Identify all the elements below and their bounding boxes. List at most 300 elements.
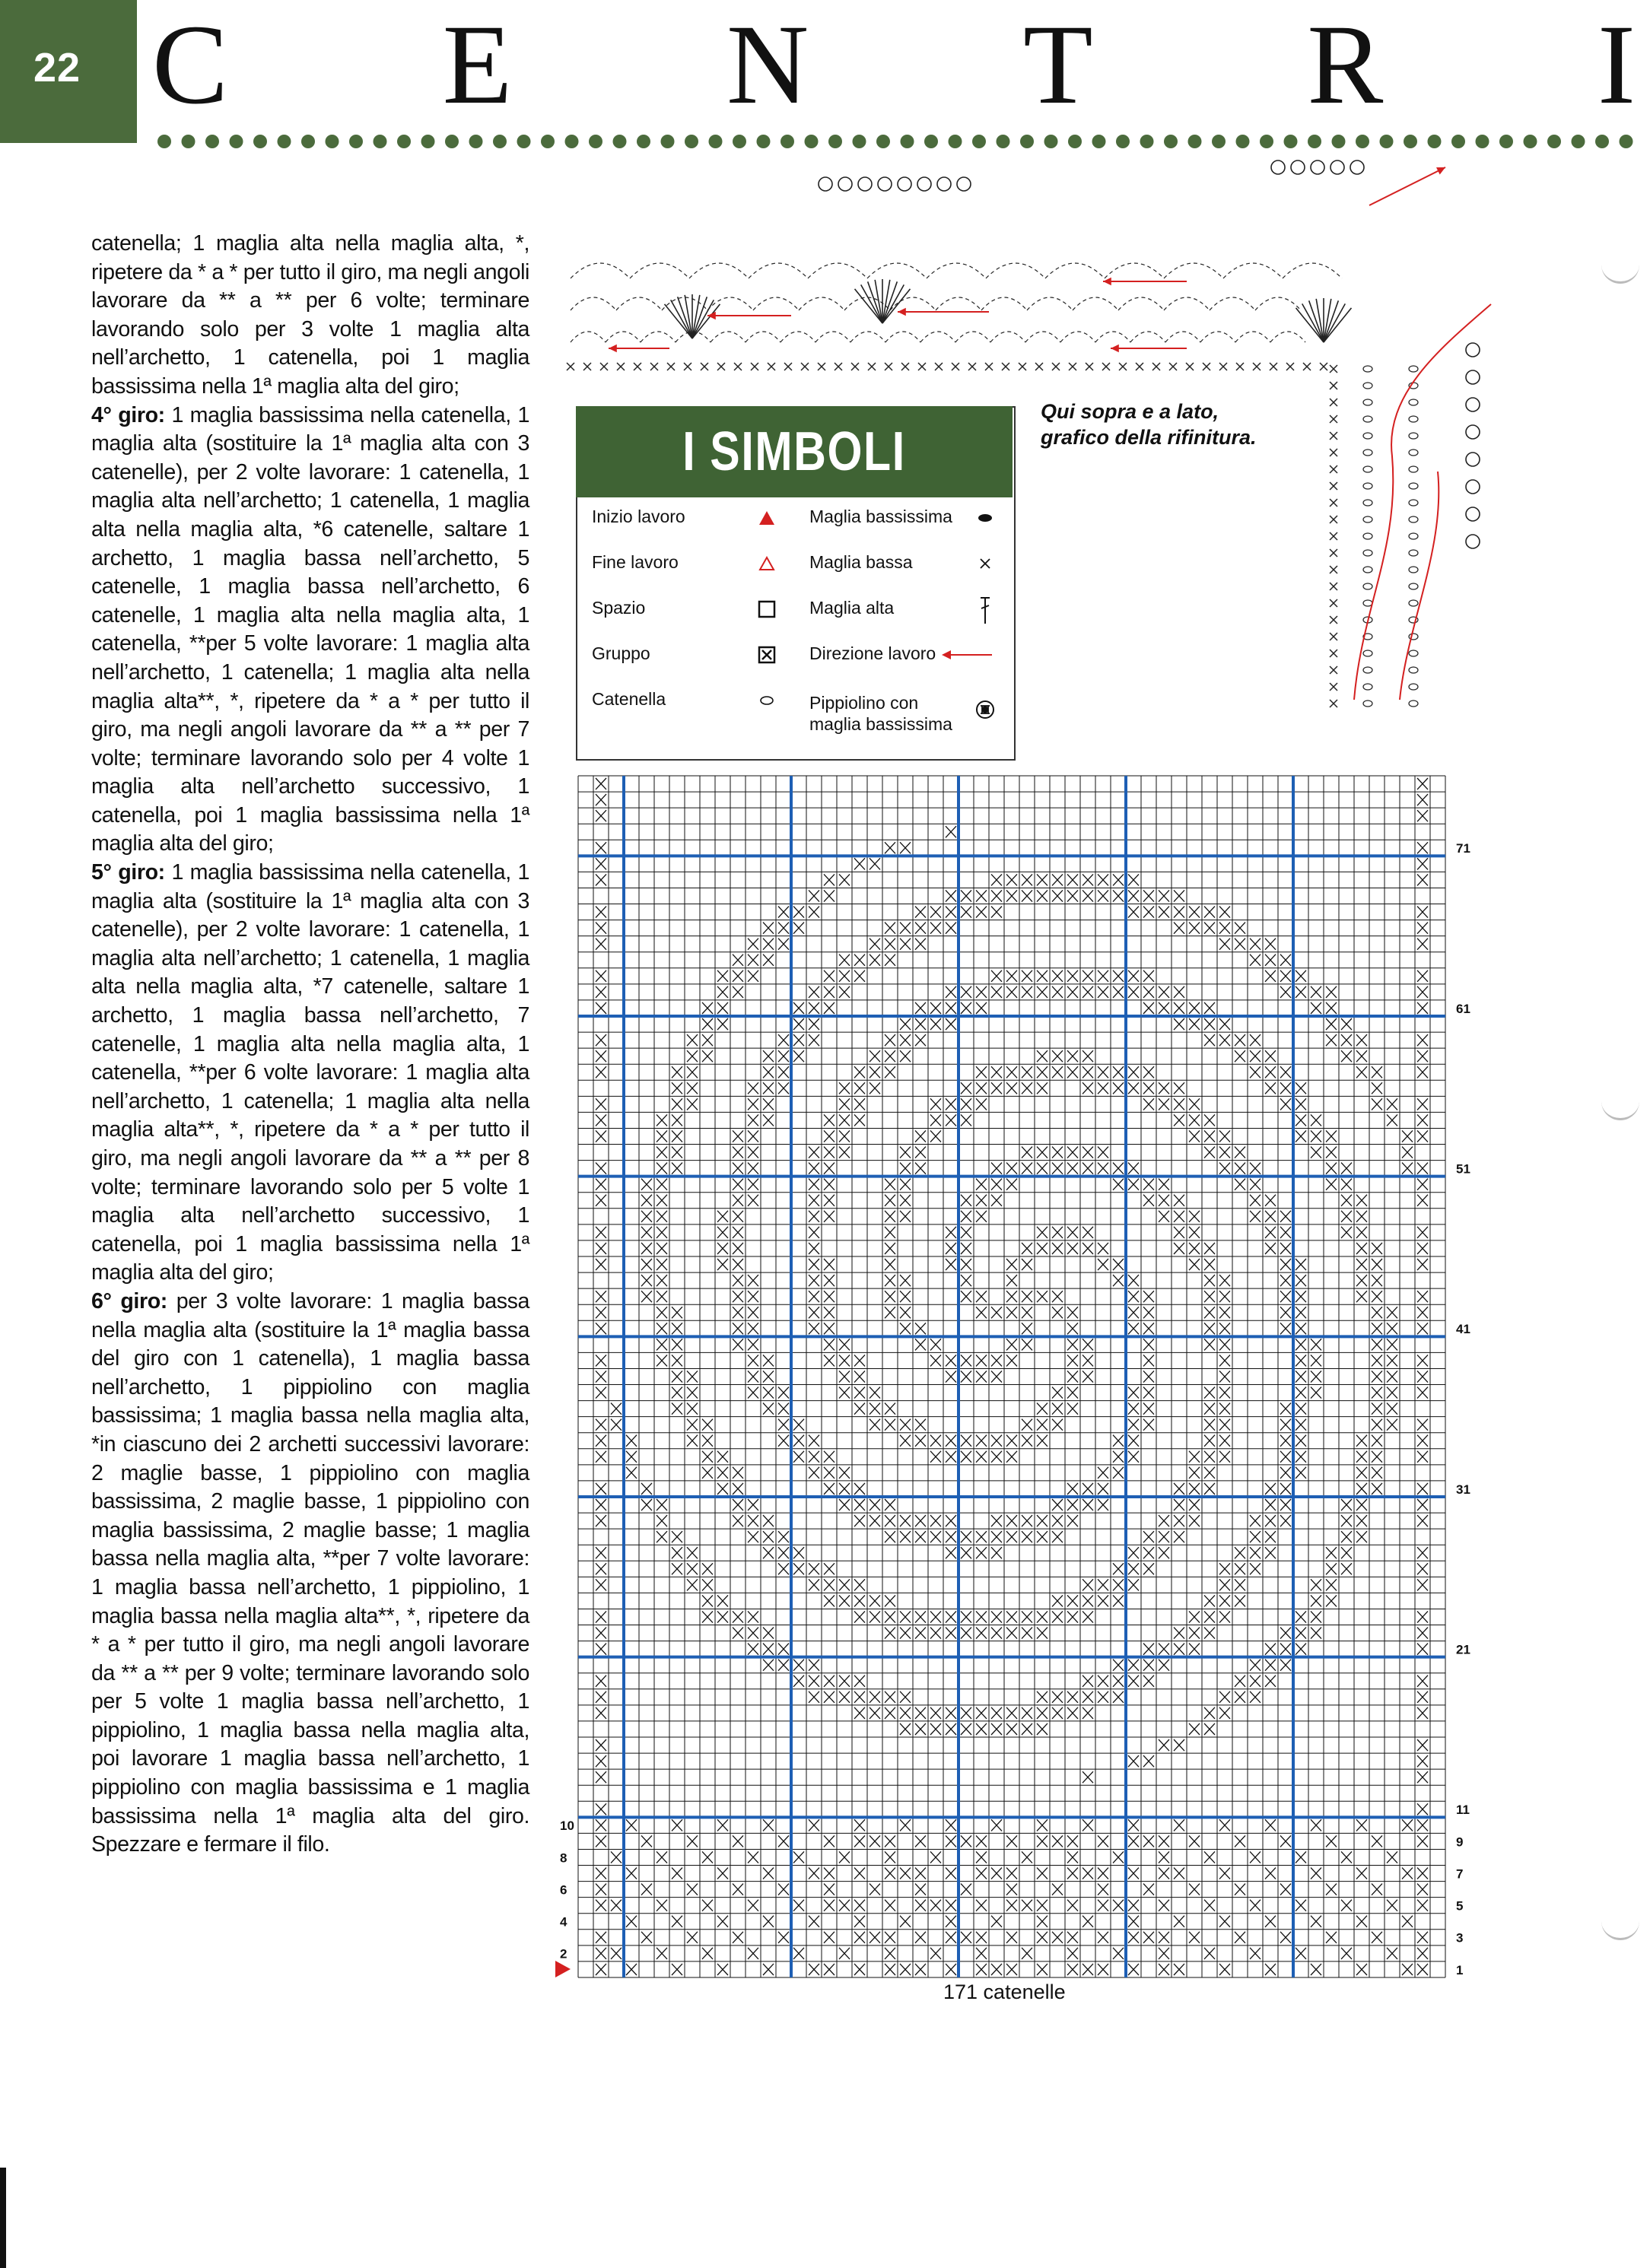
filled-block [793,1002,804,1014]
filled-block [1022,1707,1032,1719]
filled-block [854,1916,865,1927]
filled-block [854,1964,865,1975]
stitch-x [1152,363,1160,370]
filled-block [1037,986,1048,998]
stitch-x [901,363,909,370]
filled-block [1083,1916,1093,1927]
filled-block [596,1515,606,1526]
filled-block [1174,1114,1184,1126]
filled-block [885,1900,895,1911]
filled-block [1143,1403,1154,1415]
filled-block [1417,1098,1428,1110]
filled-block [809,1579,819,1590]
filled-block [1083,1163,1093,1174]
stitch-x [600,363,608,370]
page-title [152,2,1636,128]
filled-block [900,939,911,950]
filled-block [1067,1595,1078,1606]
filled-block [596,939,606,950]
filled-block [1083,1964,1093,1975]
filled-block [1417,1884,1428,1895]
filled-block [1296,1098,1306,1110]
filled-block [1022,1628,1032,1639]
filled-block [930,1451,941,1463]
filled-block [763,1628,774,1639]
filled-block [1022,1307,1032,1318]
filled-block [596,1259,606,1270]
filled-block [1143,1676,1154,1687]
row-label: 11 [1456,1803,1470,1818]
filled-block [1052,1419,1063,1431]
stitch-x [1052,363,1060,370]
filled-block [657,1130,667,1142]
filled-block [809,1002,819,1014]
filled-block [809,1147,819,1158]
divider-dot [1044,135,1058,148]
filled-block [1098,1243,1108,1254]
filled-block [809,1868,819,1879]
filled-block [793,1676,804,1687]
filled-block [824,970,835,982]
filled-block [900,1707,911,1719]
filled-block [672,1130,682,1142]
filled-block [1113,874,1124,885]
filled-block [763,1819,774,1831]
picot-mark [1466,425,1480,439]
filled-block [687,1547,698,1558]
crossed-square-icon [755,643,778,666]
filled-block [1052,1499,1063,1510]
filled-block [1311,1130,1321,1142]
chain-arch [1164,263,1223,278]
filled-block [1128,1835,1139,1847]
filled-block [1037,1419,1048,1431]
picot-mark [878,177,892,191]
filled-block [1296,1611,1306,1622]
filled-block [793,1660,804,1671]
filled-block [1417,1066,1428,1078]
filled-block [657,1323,667,1334]
filled-block [1219,1819,1230,1831]
filled-block [1052,986,1063,998]
stitch-x [1203,363,1210,370]
chain-mark [1409,550,1418,556]
filled-block [1189,1211,1200,1222]
filled-block [1341,1211,1352,1222]
filled-block [1128,1868,1139,1879]
filled-block [1280,986,1291,998]
filled-block [1311,1628,1321,1639]
row-label: 61 [1456,1001,1470,1016]
filled-block [1219,923,1230,934]
filled-block [1067,1948,1078,1959]
filled-block [824,1467,835,1479]
filled-block [915,1531,926,1542]
stitch-x [1330,583,1337,590]
filled-block [1128,1291,1139,1302]
divider-dot [1499,135,1513,148]
filled-block [1037,1723,1048,1735]
divider-dot [1332,135,1346,148]
filled-block [1235,1034,1245,1046]
chain-arch [867,263,927,278]
filled-block [1311,1579,1321,1590]
filled-block [930,1948,941,1959]
chain-mark [1409,700,1418,707]
title-letter: R [1307,2,1384,128]
filled-block [657,1147,667,1158]
filled-block [885,1964,895,1975]
filled-block [596,1291,606,1302]
filled-block [1372,1387,1382,1399]
filled-block [991,1707,1002,1719]
filled-block [854,1515,865,1526]
chain-arch [571,263,630,278]
filled-block [596,1114,606,1126]
filled-block [1265,970,1276,982]
filled-block [946,1916,956,1927]
filled-block [854,970,865,982]
divider-dot [1236,135,1250,148]
filled-block [991,1082,1002,1094]
filled-block [991,890,1002,901]
filled-block [961,1451,971,1463]
filled-block [1356,1483,1367,1495]
filled-block [1052,1595,1063,1606]
filled-block [1037,874,1048,885]
filled-block [1143,1419,1154,1431]
filled-block [1387,1371,1397,1382]
divider-dot [997,135,1010,148]
filled-block [1159,890,1169,901]
filled-block [1006,1515,1017,1526]
filled-block [1204,1723,1215,1735]
filled-block [1235,1595,1245,1606]
filled-block [702,1595,713,1606]
filled-block [961,907,971,918]
filled-block [1372,1435,1382,1447]
filled-block [1052,1227,1063,1238]
filled-block [915,1611,926,1622]
filled-block [900,1018,911,1030]
filled-block [1417,1900,1428,1911]
filled-block [1189,1018,1200,1030]
filled-block [1022,986,1032,998]
filled-block [1113,1163,1124,1174]
filled-block [1250,1900,1261,1911]
filled-block [1356,1034,1367,1046]
filled-block [1296,1644,1306,1655]
filled-block [854,1371,865,1382]
filled-block [657,1227,667,1238]
filled-block [1143,1339,1154,1350]
filled-block [1341,1851,1352,1863]
filled-block [748,1531,758,1542]
filled-block [1417,1130,1428,1142]
filled-block [1296,1387,1306,1399]
chain-mark [1363,567,1372,573]
filled-block [961,890,971,901]
filled-block [1143,1563,1154,1574]
filled-block [1235,1050,1245,1062]
instruction-paragraph [91,402,529,859]
filled-block [657,1211,667,1222]
filled-block [1159,1098,1169,1110]
filled-block [763,1082,774,1094]
filled-block [1067,1307,1078,1318]
filled-block [976,1868,987,1879]
filled-block [641,1227,652,1238]
divider-dot [589,135,602,148]
filled-block [1189,907,1200,918]
round-heading: 5° giro: [91,860,165,885]
filled-block [1006,1723,1017,1735]
stitch-x [1330,415,1337,423]
chain-arch [955,332,990,342]
filled-block [839,1499,850,1510]
filled-block [1219,1916,1230,1927]
filled-block [702,1611,713,1622]
filled-block [839,1339,850,1350]
filled-block [1204,1595,1215,1606]
filled-block [672,1403,682,1415]
filled-block [1417,1371,1428,1382]
filled-block [1372,1259,1382,1270]
filled-block [1159,1531,1169,1542]
filled-block [778,939,789,950]
filled-block [930,923,941,934]
filled-block [1356,1451,1367,1463]
filled-block [1235,1691,1245,1703]
filled-block [748,955,758,966]
filled-block [1083,1066,1093,1078]
filled-block [733,986,743,998]
filled-block [778,1387,789,1399]
filled-block [885,1259,895,1270]
filled-block [778,1050,789,1062]
chain-mark [1409,483,1418,489]
filled-block [961,1723,971,1735]
filled-block [1204,1900,1215,1911]
filled-block [824,1147,835,1158]
chain-mark [1363,550,1372,556]
chain-arch [1025,332,1060,342]
filled-block [1417,1179,1428,1190]
row-label: 6 [560,1882,567,1898]
filled-block [1417,970,1428,982]
filled-block [1067,1050,1078,1062]
filled-block [1083,1707,1093,1719]
filled-block [763,1387,774,1399]
row-label: 10 [560,1819,574,1834]
filled-block [657,1275,667,1286]
filled-block [1417,1355,1428,1366]
filled-block [657,1243,667,1254]
filled-block [885,1868,895,1879]
filled-block [1265,1515,1276,1526]
filled-block [1143,1291,1154,1302]
filled-block [748,1851,758,1863]
stitch-x [851,363,859,370]
filled-block [733,1467,743,1479]
divider-dot [901,135,914,148]
filled-block [1372,1483,1382,1495]
chain-mark [1409,416,1418,422]
chain-arch [1164,297,1210,310]
filled-block [596,1227,606,1238]
filled-block [961,1195,971,1206]
filled-block [1311,1868,1321,1879]
filled-block [1417,923,1428,934]
filled-block [915,1707,926,1719]
filled-block [1296,970,1306,982]
filled-block [1280,1644,1291,1655]
filled-block [1250,1163,1261,1174]
filled-block [824,1579,835,1590]
filled-block [900,1211,911,1222]
filled-block [1204,1451,1215,1463]
filled-block [1174,1098,1184,1110]
filled-block [778,1082,789,1094]
filled-block [1372,1884,1382,1895]
filled-block [702,1034,713,1046]
filled-block [1250,1515,1261,1526]
filled-block [1052,1050,1063,1062]
chain-arch [780,332,815,342]
filled-block [961,1002,971,1014]
filled-block [839,955,850,966]
filled-block [1235,1147,1245,1158]
filled-block [991,1307,1002,1318]
filled-block [946,1547,956,1558]
filled-block [1265,1195,1276,1206]
filled-block [961,1531,971,1542]
filled-block [1159,1082,1169,1094]
filled-block [672,1371,682,1382]
filled-block [596,1868,606,1879]
filled-block [1006,1932,1017,1943]
filled-block [687,1034,698,1046]
filled-block [915,1835,926,1847]
filled-block [1128,1676,1139,1687]
filled-block [915,1339,926,1350]
stitch-x [801,363,809,370]
filled-block [854,1595,865,1606]
chain-mark [1409,449,1418,456]
filled-block [1311,1339,1321,1350]
filled-block [641,1259,652,1270]
filled-block [1326,1163,1337,1174]
filled-block [596,794,606,805]
filled-block [1204,1130,1215,1142]
filled-block [778,1644,789,1655]
filled-block [854,1819,865,1831]
filled-block [1189,923,1200,934]
filled-block [1143,1755,1154,1767]
chain-mark [1409,366,1418,372]
filled-block [748,939,758,950]
filled-block [702,1563,713,1574]
filled-block [930,1515,941,1526]
filled-block [1387,1355,1397,1366]
filled-block [1022,1066,1032,1078]
filled-block [748,1387,758,1399]
filled-block [900,1531,911,1542]
filled-block [930,1130,941,1142]
filled-block [961,1435,971,1447]
filled-block [1098,890,1108,901]
picot-mark [1466,343,1480,357]
dotted-divider [157,131,1648,152]
filled-block [672,1147,682,1158]
chain-mark [1363,366,1372,372]
chain-arch [1283,263,1342,278]
filled-block [1159,1547,1169,1558]
filled-block [702,1050,713,1062]
filled-block [1083,1227,1093,1238]
chain-mark [1363,449,1372,456]
legend-label: Inizio lavoro [592,507,685,526]
chain-arch [936,297,981,310]
filled-block [976,1002,987,1014]
filled-block [824,1964,835,1975]
filled-block [1067,890,1078,901]
filled-block [1311,1147,1321,1158]
filled-block [824,1291,835,1302]
filled-block [1204,1948,1215,1959]
chain-mark [1363,399,1372,405]
filled-block [733,1339,743,1350]
filled-block [1083,1819,1093,1831]
filled-block [946,1355,956,1366]
filled-block [870,1595,880,1606]
filled-block [809,1179,819,1190]
filled-block [717,1868,728,1879]
filled-block [1265,1227,1276,1238]
filled-block [1128,1932,1139,1943]
filled-block [961,1707,971,1719]
filled-block [1250,1034,1261,1046]
filled-block [824,1932,835,1943]
paragraph-text: 1 maglia bassissima nella catenella, 1 maglia alta (sostituire la 1ª maglia alta con 3 catenelle), per 2 volte lavorare: 1 catenella, 1 maglia alta nell’archetto; 1 catenella, 1 maglia alta nella maglia alta, *6 catenelle, saltare 1 archetto, 1 maglia bassa nell’archetto, 5 catenelle, 1 maglia bassa nell’archetto, 6 catenelle, 1 maglia alta nella maglia alta, 1 catenella, **per 5 volte lavorare: 1 maglia alta nell’archetto, 1 catenella; 1 maglia alta nella maglia alta**, *, ripetere da * a * per tutto il giro, ma negli angoli lavorare da ** a ** per 7 volte; terminare lavorando solo per 4 volte 1 maglia alta nell’archetto successivo, 1 catenella, poi 1 maglia bassissima nella 1ª maglia alta del giro; [91,402,529,856]
filled-block [885,1179,895,1190]
filled-block [885,939,895,950]
filled-block [778,1066,789,1078]
filled-block [596,1130,606,1142]
filled-block [657,1195,667,1206]
filled-block [1280,1435,1291,1447]
filled-block [596,1066,606,1078]
filled-block [763,1660,774,1671]
filled-block [672,1563,682,1574]
stitch-x [1330,666,1337,674]
chain-arch [1073,297,1118,310]
filled-block [1311,1002,1321,1014]
filled-block [991,1547,1002,1558]
filled-block [1326,1130,1337,1142]
divider-dot [1068,135,1082,148]
filled-block [809,1259,819,1270]
filled-block [1037,1819,1048,1831]
filled-block [839,1676,850,1687]
filled-block [702,1900,713,1911]
filled-block [976,1098,987,1110]
filled-block [596,1419,606,1431]
filled-block [626,1451,637,1463]
filled-block [657,1355,667,1366]
filled-block [900,1275,911,1286]
stitch-x [818,363,825,370]
